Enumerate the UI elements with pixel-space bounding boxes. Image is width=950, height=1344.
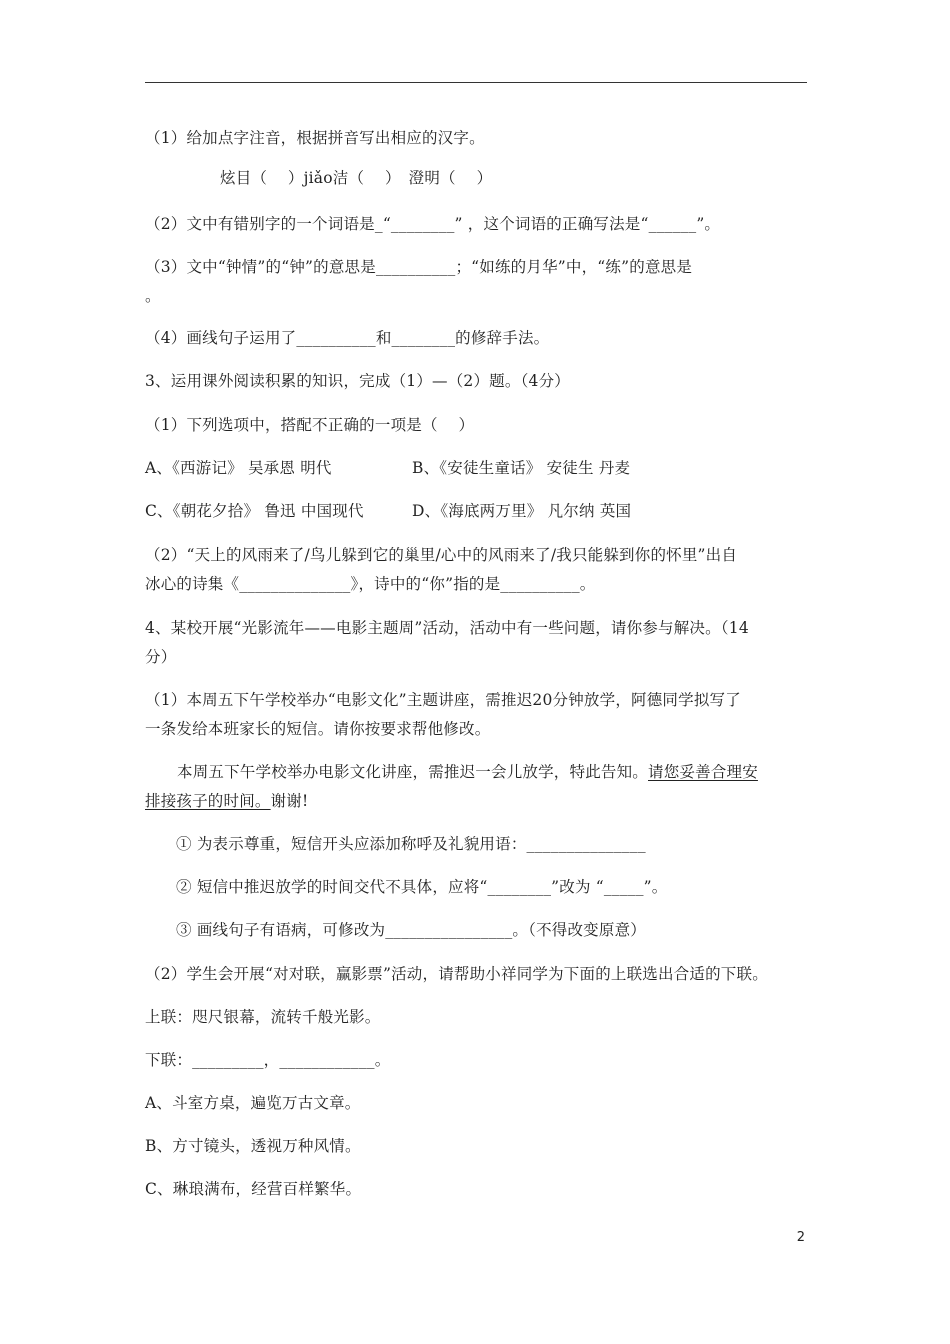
section3-option-c: C、《朝花夕拾》 鲁迅 中国现代 xyxy=(145,502,364,520)
section3-q2-line1: （2）“天上的风雨来了/鸟儿躲到它的巢里/心中的风雨来了/我只能躲到你的怀里”出自 xyxy=(145,546,738,564)
header-rule xyxy=(145,82,807,83)
section4-q1-line1: （1）本周五下午学校举办“电影文化”主题讲座，需推迟20分钟放学，阿德同学拟写了 xyxy=(145,691,741,709)
sms-paragraph-line1 xyxy=(177,758,817,786)
section3-option-a: A、《西游记》 吴承恩 明代 xyxy=(145,459,332,477)
couplet-option-b: B、方寸镜头，透视万种风情。 xyxy=(145,1137,361,1155)
sms-underlined-sentence-part1: 请您妥善合理安 xyxy=(648,763,758,781)
sub-question-3: ③ 画线句子有语病，可修改为________________。（不得改变原意） xyxy=(176,921,646,939)
section3-option-b: B、《安徒生童话》 安徒生 丹麦 xyxy=(412,459,631,477)
section4-q1-line2: 一条发给本班家长的短信。请你按要求帮他修改。 xyxy=(145,720,491,738)
section4-title-line1: 4、某校开展“光影流年——电影主题周”活动，活动中有一些问题，请你参与解决。（14 xyxy=(145,619,749,637)
section4-title-line2: 分） xyxy=(145,648,177,666)
section4-q2: （2）学生会开展“对对联，赢影票”活动，请帮助小祥同学为下面的上联选出合适的下联。 xyxy=(145,965,768,983)
sms-closing: 谢谢! xyxy=(270,792,309,810)
section3-option-d: D、《海底两万里》 凡尔纳 英国 xyxy=(412,502,632,520)
sms-underlined-sentence-part2: 排接孩子的时间。 xyxy=(145,792,271,810)
couplet-upper: 上联：咫尺银幕，流转千般光影。 xyxy=(145,1008,381,1026)
couplet-option-a: A、斗室方桌，遍览万古文章。 xyxy=(145,1094,361,1112)
q3-text-line1: （3）文中“钟情”的“钟”的意思是__________；“如练的月华”中，“练”的意思是 xyxy=(145,258,693,276)
page-number: 2 xyxy=(796,1230,805,1245)
q1-intro: （1）给加点字注音，根据拼音写出相应的汉字。 xyxy=(145,129,485,147)
sub-question-2: ② 短信中推迟放学的时间交代不具体，应将“________”改为 “_____”。 xyxy=(176,878,668,896)
couplet-option-c: C、琳琅满布，经营百样繁华。 xyxy=(145,1180,362,1198)
section3-q1: （1）下列选项中，搭配不正确的一项是（ ） xyxy=(145,416,475,434)
sms-paragraph-line2 xyxy=(145,787,817,815)
section3-title: 3、运用课外阅读积累的知识，完成（1）—（2）题。（4分） xyxy=(145,372,570,390)
sub-question-1: ① 为表示尊重，短信开头应添加称呼及礼貌用语：_______________ xyxy=(176,835,646,853)
q1-items: 炫目（ ）jiǎo洁（ ） 澄明（ ） xyxy=(220,169,493,187)
couplet-lower: 下联：_________，____________。 xyxy=(145,1051,391,1069)
q4-text: （4）画线句子运用了__________和________的修辞手法。 xyxy=(145,329,550,347)
section3-q2-line2: 冰心的诗集《______________》，诗中的“你”指的是__________。 xyxy=(145,575,596,593)
sms-plain-text: 本周五下午学校举办电影文化讲座，需推迟一会儿放学，特此告知。 xyxy=(177,763,649,781)
q3-text-line2: 。 xyxy=(145,287,161,305)
q2-text: （2）文中有错别字的一个词语是_“________” ，这个词语的正确写法是“______”。 xyxy=(145,215,721,233)
